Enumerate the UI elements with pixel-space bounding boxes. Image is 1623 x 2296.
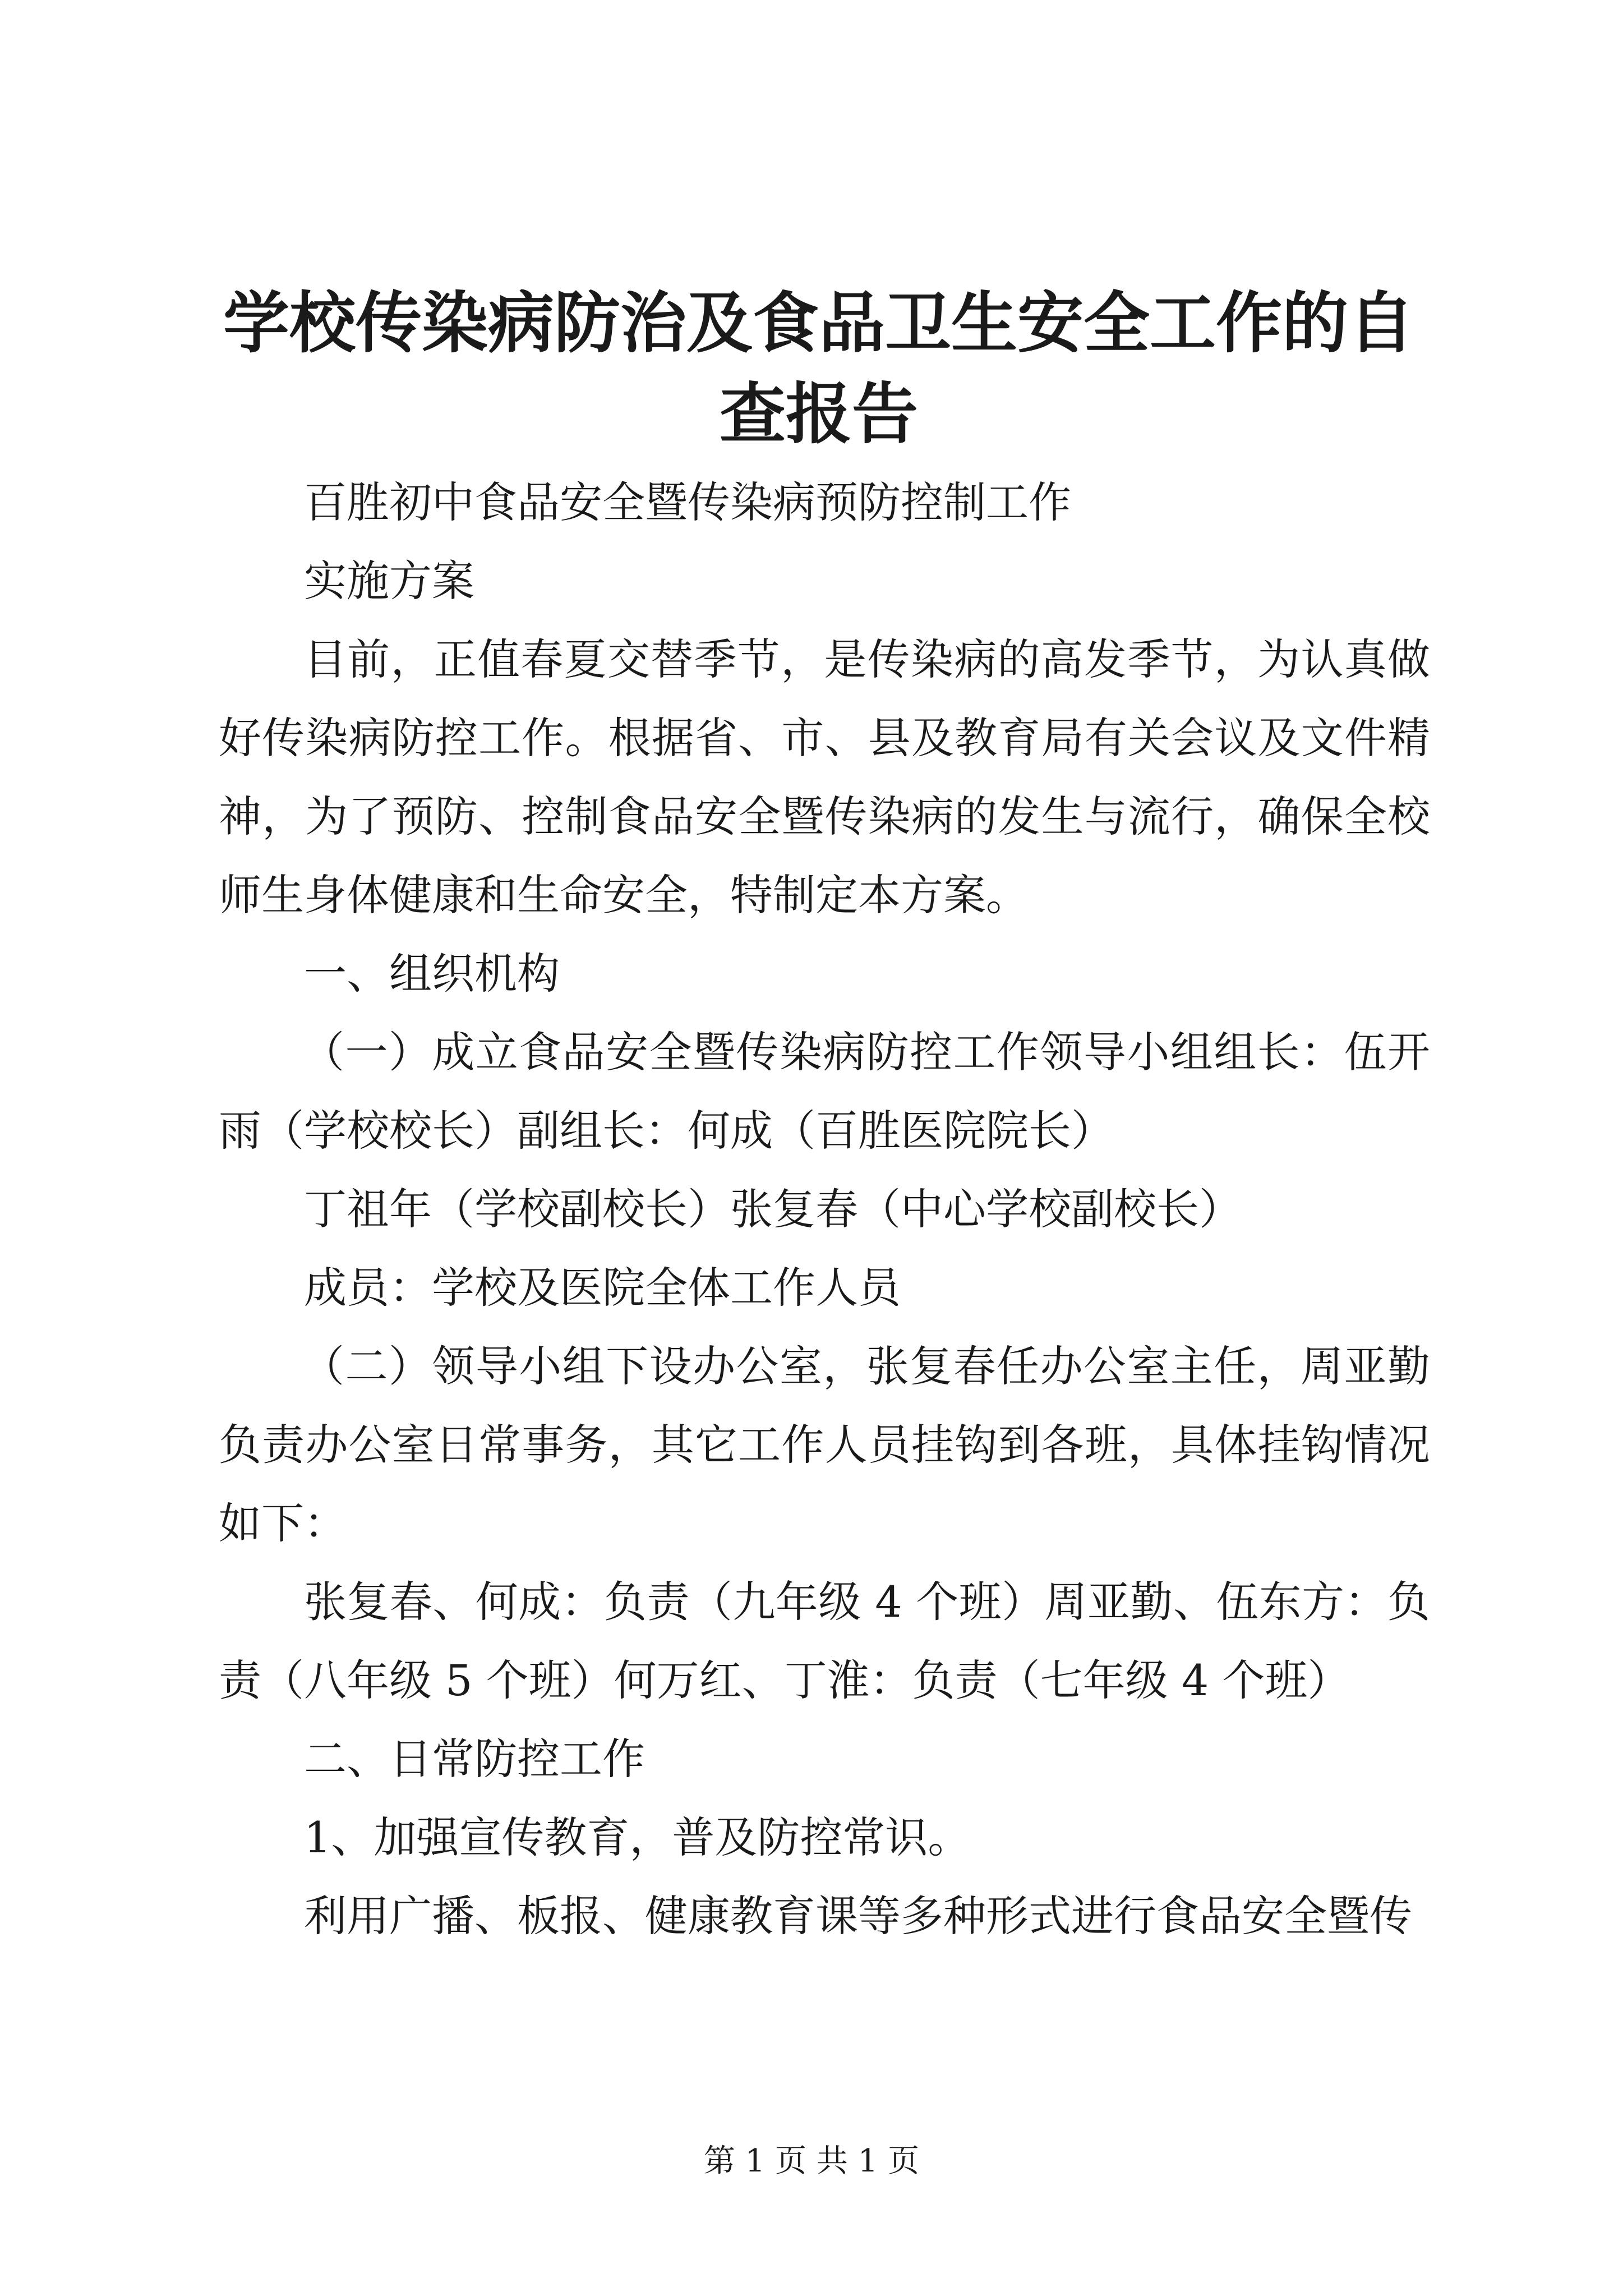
paragraph-members: 成员：学校及医院全体工作人员 [304,1263,901,1313]
paragraph-implementation-plan: 实施方案 [304,556,474,606]
page-footer: 第 1 页 共 1 页 [703,2143,920,2179]
document-body [219,463,1430,1955]
paragraph-deputy-leaders: 丁祖年（学校副校长）张复春（中心学校副校长） [304,1184,1242,1234]
paragraph-leadership-group: （一）成立食品安全暨传染病防控工作领导小组组长：伍开雨（学校校长）副组长：何成（百胜医院院长） [219,1027,1430,1156]
paragraph-class-assignments: 张复春、何成：负责（九年级 4 个班）周亚勤、伍东方：负责（八年级 5 个班）何万红、丁淮：负责（七年级 4 个班） [219,1577,1430,1705]
paragraph-item-education: 1、加强宣传教育，普及防控常识。 [304,1812,971,1862]
paragraph-section-daily-prevention: 二、日常防控工作 [304,1734,645,1784]
document-title: 学校传染病防治及食品卫生安全工作的自查报告 [223,284,1414,453]
paragraph-office-setup: （二）领导小组下设办公室，张复春任办公室主任，周亚勤负责办公室日常事务，其它工作人员挂钩到各班，具体挂钩情况如下： [219,1341,1430,1548]
paragraph-publicity-methods: 利用广播、板报、健康教育课等多种形式进行食品安全暨传 [304,1891,1412,1941]
paragraph-section-organization: 一、组织机构 [304,949,560,999]
paragraph-school-plan-heading: 百胜初中食品安全暨传染病预防控制工作 [304,477,1071,527]
paragraph-introduction: 目前，正值春夏交替季节，是传染病的高发季节，为认真做好传染病防控工作。根据省、市、县及教育局有关会议及文件精神，为了预防、控制食品安全暨传染病的发生与流行，确保全校师生身体健康和生命安全，特制定本方案。 [219,634,1430,920]
